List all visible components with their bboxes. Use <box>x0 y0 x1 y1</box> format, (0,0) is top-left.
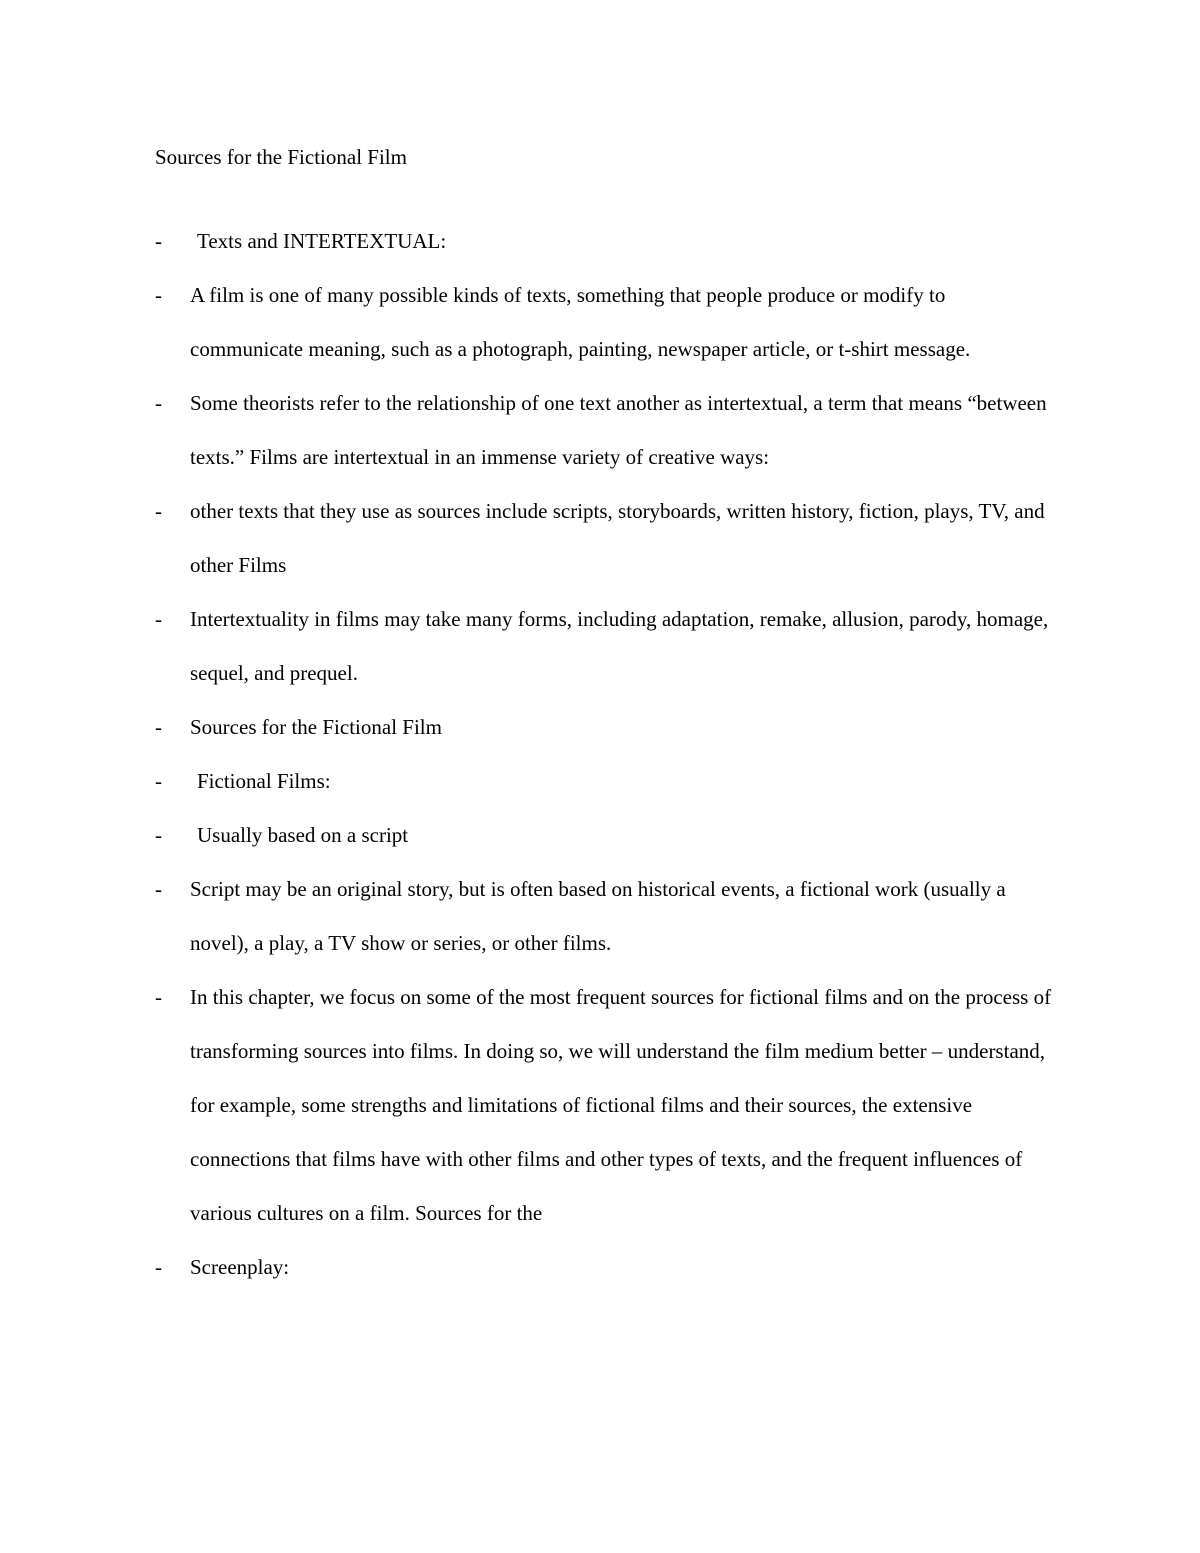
bullet-dash: - <box>155 229 162 253</box>
list-item <box>155 376 1055 484</box>
bullet-list <box>155 214 1055 1294</box>
bullet-dash: - <box>155 715 162 739</box>
bullet-dash: - <box>155 985 162 1009</box>
list-item <box>155 700 1055 754</box>
list-item <box>155 268 1055 376</box>
bullet-dash: - <box>155 607 162 631</box>
list-item-text: Sources for the Fictional Film <box>190 715 442 739</box>
list-item <box>155 754 1055 808</box>
list-item <box>155 1240 1055 1294</box>
bullet-dash: - <box>155 823 162 847</box>
list-item <box>155 808 1055 862</box>
list-item <box>155 862 1055 970</box>
list-item-text: Intertextuality in films may take many forms, including adaptation, remake, allusion, parody, homage, sequel, and prequel. <box>190 607 1049 685</box>
document-title: Sources for the Fictional Film <box>155 145 407 169</box>
list-item <box>155 970 1055 1240</box>
list-item-text: Screenplay: <box>190 1255 290 1279</box>
bullet-dash: - <box>155 283 162 307</box>
list-item-text: In this chapter, we focus on some of the most frequent sources for fictional films and on the process of transforming sources into films. In doing so, we will understand the film medium better – understand, for example, some strengths and limitations of fictional films and their sources, the extensive connections that films have with other films and other types of texts, and the frequent influences of various cultures on a film. Sources for the <box>190 985 1052 1225</box>
list-item-text: other texts that they use as sources include scripts, storyboards, written history, fiction, plays, TV, and other Films <box>190 499 1045 577</box>
list-item-text: A film is one of many possible kinds of texts, something that people produce or modify to communicate meaning, such as a photograph, painting, newspaper article, or t-shirt message. <box>190 283 971 361</box>
list-item-text: Usually based on a script <box>197 823 409 847</box>
bullet-dash: - <box>155 1255 162 1279</box>
bullet-dash: - <box>155 769 162 793</box>
list-item <box>155 484 1055 592</box>
list-item <box>155 214 1055 268</box>
list-item-text: Fictional Films: <box>197 769 331 793</box>
list-item-text: Some theorists refer to the relationship of one text another as intertextual, a term that means “between texts.” Films are intertextual in an immense variety of creative ways: <box>190 391 1047 469</box>
bullet-dash: - <box>155 391 162 415</box>
list-item <box>155 592 1055 700</box>
bullet-dash: - <box>155 499 162 523</box>
list-item-text: Texts and INTERTEXTUAL: <box>197 229 447 253</box>
list-item-text: Script may be an original story, but is often based on historical events, a fictional work (usually a novel), a play, a TV show or series, or other films. <box>190 877 1006 955</box>
bullet-dash: - <box>155 877 162 901</box>
